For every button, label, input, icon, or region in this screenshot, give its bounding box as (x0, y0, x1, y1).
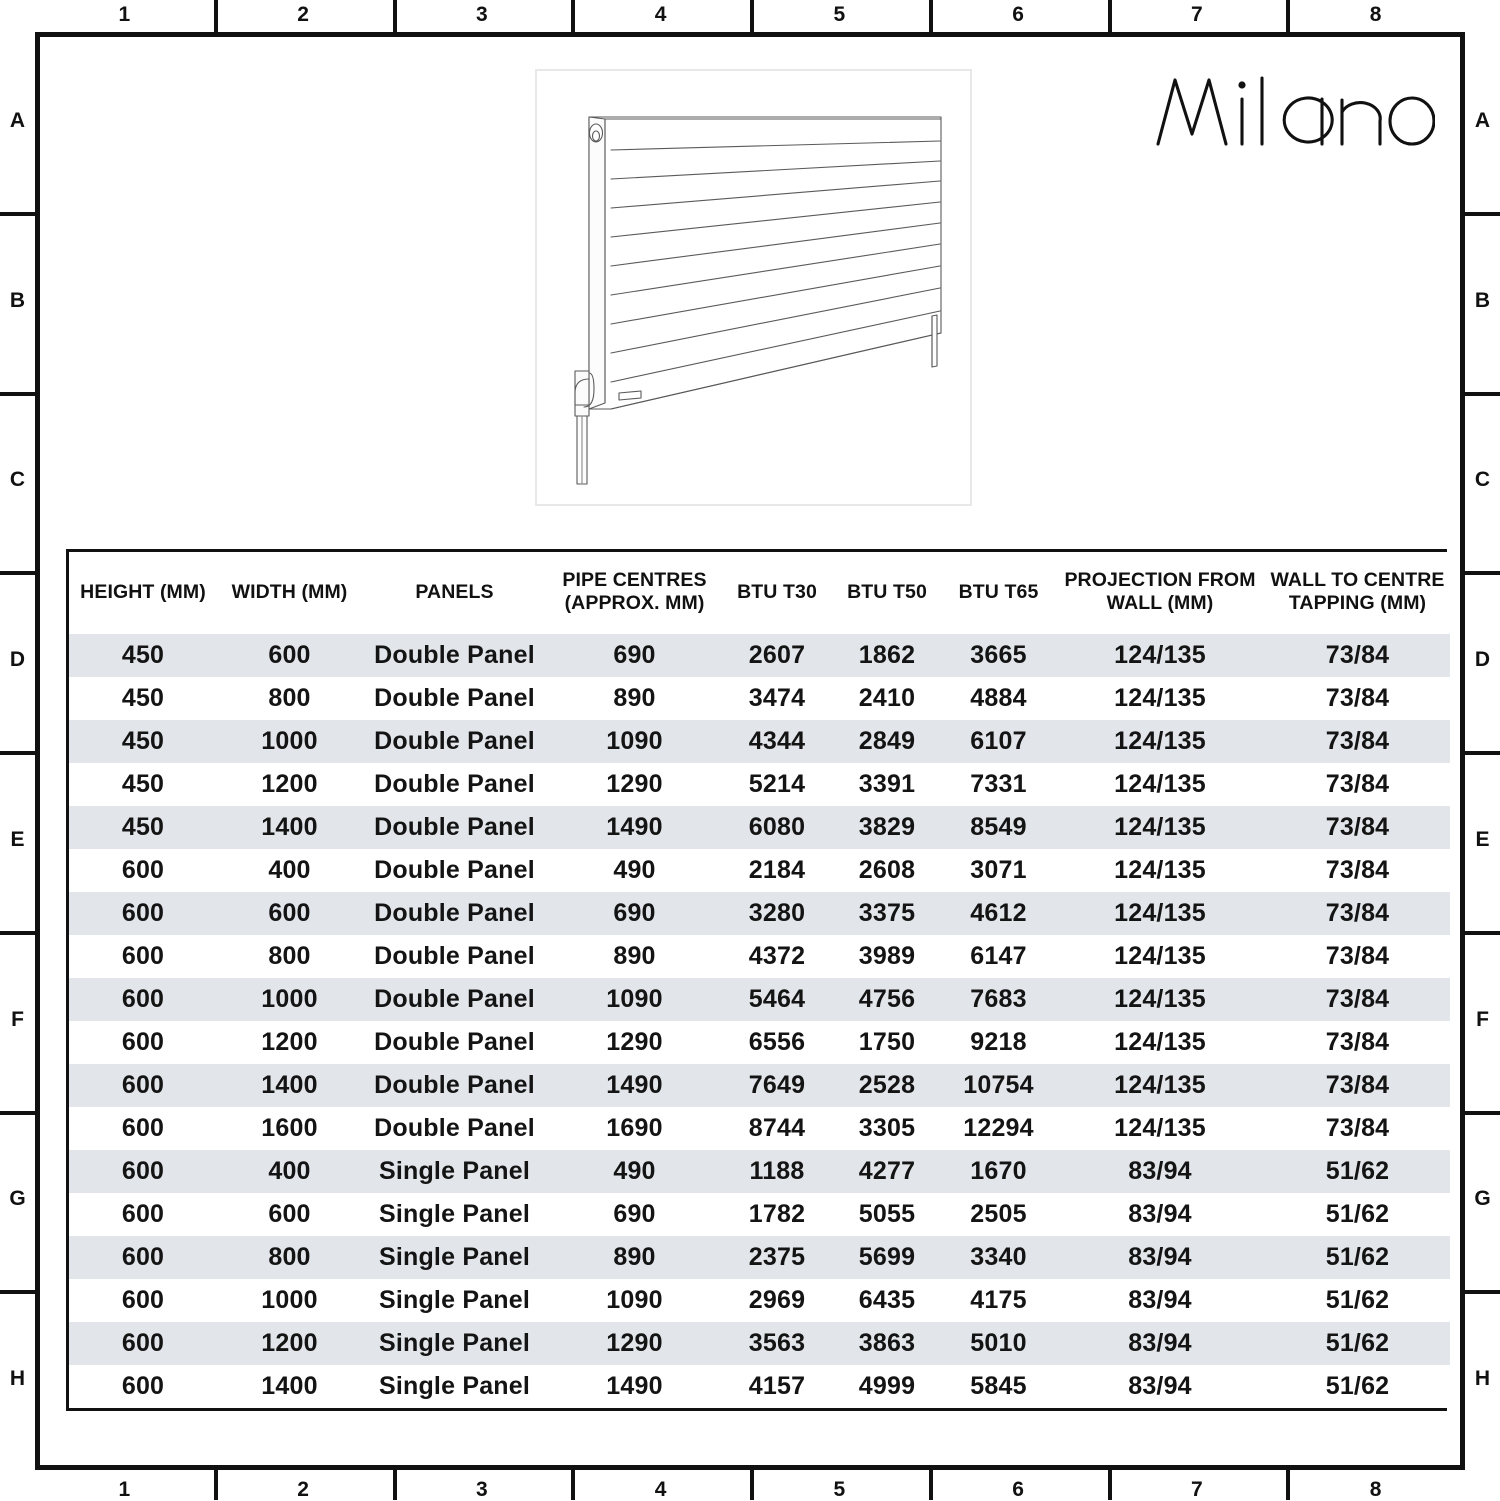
table-row (69, 763, 1450, 806)
ruler-left-tick-7 (0, 1290, 35, 1294)
table-cell: 3071 (942, 849, 1055, 892)
table-cell: 4277 (832, 1150, 942, 1193)
table-cell: Single Panel (362, 1150, 547, 1193)
table-cell: 51/62 (1265, 1365, 1450, 1408)
table-column-header-line: HEIGHT (MM) (80, 580, 206, 603)
table-column-header-line: BTU T50 (847, 580, 927, 603)
ruler-right-marker-F: F (1476, 1007, 1489, 1031)
table-cell: 2849 (832, 720, 942, 763)
ruler-top-marker-4: 4 (654, 3, 667, 26)
ruler-right-tick-7 (1465, 1290, 1500, 1294)
ruler-top-marker-7: 7 (1191, 3, 1203, 26)
milano-logo (1150, 66, 1435, 171)
table-cell: 4372 (722, 935, 832, 978)
table-cell: 490 (547, 1150, 722, 1193)
table-cell: 73/84 (1265, 849, 1450, 892)
table-column-header-6 (942, 552, 1055, 634)
ruler-top-tick-7 (1286, 0, 1290, 32)
specification-table (66, 549, 1447, 1411)
table-cell: 600 (69, 1279, 217, 1322)
table-cell: 5214 (722, 763, 832, 806)
ruler-top-tick-5 (929, 0, 933, 32)
ruler-bottom-tick-6 (1108, 1470, 1112, 1500)
table-cell: 73/84 (1265, 720, 1450, 763)
ruler-left-tick-2 (0, 392, 35, 396)
table-cell: 450 (69, 634, 217, 677)
ruler-right-tick-4 (1465, 751, 1500, 755)
ruler-left-marker-C: C (9, 468, 26, 492)
ruler-top-tick-1 (214, 0, 218, 32)
table-cell: 51/62 (1265, 1150, 1450, 1193)
ruler-bottom-tick-1 (214, 1470, 218, 1500)
table-cell: 2505 (942, 1193, 1055, 1236)
table-cell: Double Panel (362, 634, 547, 677)
ruler-top-tick-4 (750, 0, 754, 32)
table-cell: 5055 (832, 1193, 942, 1236)
table-column-header-8 (1265, 552, 1450, 634)
table-cell: 450 (69, 677, 217, 720)
table-cell: 4157 (722, 1365, 832, 1408)
table-cell: 12294 (942, 1107, 1055, 1150)
table-cell: 124/135 (1055, 892, 1265, 935)
table-cell: 400 (217, 849, 362, 892)
table-column-header-3 (547, 552, 722, 634)
table-cell: 3474 (722, 677, 832, 720)
ruler-right-tick-6 (1465, 1111, 1500, 1115)
table-cell: 600 (69, 1236, 217, 1279)
table-cell: 7331 (942, 763, 1055, 806)
table-cell: 1200 (217, 1322, 362, 1365)
table-cell: 73/84 (1265, 935, 1450, 978)
ruler-right-tick-1 (1465, 212, 1500, 216)
table-cell: Double Panel (362, 935, 547, 978)
ruler-bottom-tick-2 (393, 1470, 397, 1500)
ruler-right-marker-E: E (1475, 827, 1490, 851)
table-cell: 1400 (217, 806, 362, 849)
table-cell: 51/62 (1265, 1236, 1450, 1279)
table-cell: 600 (69, 1322, 217, 1365)
table-cell: Double Panel (362, 978, 547, 1021)
ruler-right-tick-2 (1465, 392, 1500, 396)
table-column-header-line: BTU T65 (958, 580, 1039, 603)
table-cell: 690 (547, 1193, 722, 1236)
table-cell: 450 (69, 806, 217, 849)
ruler-left-marker-H: H (9, 1367, 26, 1391)
table-cell: 2528 (832, 1064, 942, 1107)
table-column-header-line: TAPPING (MM) (1288, 592, 1427, 614)
table-cell: Double Panel (362, 806, 547, 849)
ruler-bottom-tick-5 (929, 1470, 933, 1500)
table-cell: 800 (217, 677, 362, 720)
ruler-top-marker-2: 2 (297, 3, 309, 26)
table-cell: 1090 (547, 720, 722, 763)
table-column-header-line: PROJECTION FROM (1064, 569, 1256, 591)
ruler-top-tick-3 (571, 0, 575, 32)
table-cell: 1200 (217, 1021, 362, 1064)
ruler-left-tick-6 (0, 1111, 35, 1115)
table-cell: 600 (69, 849, 217, 892)
table-cell: Single Panel (362, 1322, 547, 1365)
ruler-bottom-marker-1: 1 (118, 1478, 131, 1501)
ruler-bottom-marker-3: 3 (476, 1478, 488, 1501)
ruler-bottom-tick-3 (571, 1470, 575, 1500)
table-header-row (69, 552, 1450, 634)
table-cell: 2410 (832, 677, 942, 720)
table-cell: 6556 (722, 1021, 832, 1064)
table-cell: 124/135 (1055, 634, 1265, 677)
table-cell: 1490 (547, 1365, 722, 1408)
table-cell: 600 (69, 978, 217, 1021)
table-column-header-line: BTU T30 (737, 580, 817, 603)
table-cell: Double Panel (362, 763, 547, 806)
table-cell: 124/135 (1055, 849, 1265, 892)
table-cell: 3863 (832, 1322, 942, 1365)
table-row (69, 720, 1450, 763)
table-row (69, 1365, 1450, 1408)
table-cell: 6435 (832, 1279, 942, 1322)
ruler-left-tick-1 (0, 212, 35, 216)
table-cell: 1200 (217, 763, 362, 806)
table-cell: 51/62 (1265, 1193, 1450, 1236)
table-cell: 4756 (832, 978, 942, 1021)
table-cell: Single Panel (362, 1193, 547, 1236)
table-cell: 124/135 (1055, 978, 1265, 1021)
table-cell: 3665 (942, 634, 1055, 677)
table-column-header-line: PANELS (415, 580, 494, 603)
table-cell: 1670 (942, 1150, 1055, 1193)
ruler-top-marker-6: 6 (1012, 3, 1024, 26)
table-column-header-line: WIDTH (MM) (231, 580, 348, 603)
table-cell: 4999 (832, 1365, 942, 1408)
table-cell: 83/94 (1055, 1322, 1265, 1365)
ruler-bottom-marker-4: 4 (654, 1478, 667, 1501)
table-cell: 690 (547, 634, 722, 677)
table-cell: 124/135 (1055, 1021, 1265, 1064)
table-cell: 124/135 (1055, 935, 1265, 978)
ruler-top-marker-3: 3 (476, 3, 488, 26)
table-column-header-2 (362, 552, 547, 634)
ruler-left-marker-D: D (9, 648, 26, 672)
table-row (69, 634, 1450, 677)
ruler-left-marker-B: B (9, 288, 26, 312)
table-cell: 9218 (942, 1021, 1055, 1064)
ruler-left-tick-3 (0, 571, 35, 575)
ruler-left-tick-4 (0, 751, 35, 755)
table-row (69, 1236, 1450, 1279)
table-cell: 73/84 (1265, 806, 1450, 849)
table-cell: 600 (69, 935, 217, 978)
ruler-bottom-marker-2: 2 (297, 1478, 309, 1501)
table-column-header-line: PIPE CENTRES (562, 569, 707, 591)
ruler-right-tick-3 (1465, 571, 1500, 575)
ruler-right-marker-A: A (1474, 108, 1491, 132)
table-row (69, 1279, 1450, 1322)
table-column-header-1 (217, 552, 362, 634)
table-cell: 73/84 (1265, 634, 1450, 677)
table-cell: 51/62 (1265, 1322, 1450, 1365)
ruler-right-tick-5 (1465, 931, 1500, 935)
table-row (69, 978, 1450, 1021)
table-cell: 124/135 (1055, 1064, 1265, 1107)
table-column-header-4 (722, 552, 832, 634)
table-cell: 124/135 (1055, 1107, 1265, 1150)
table-cell: 890 (547, 935, 722, 978)
table-header (69, 552, 1450, 634)
table-cell: 3989 (832, 935, 942, 978)
table-cell: 3829 (832, 806, 942, 849)
ruler-left-marker-G: G (9, 1187, 26, 1211)
table-cell: 7683 (942, 978, 1055, 1021)
table-cell: 4884 (942, 677, 1055, 720)
table-column-header-5 (832, 552, 942, 634)
table-cell: 83/94 (1055, 1236, 1265, 1279)
table-row (69, 677, 1450, 720)
table-cell: 1188 (722, 1150, 832, 1193)
table-cell: Double Panel (362, 1021, 547, 1064)
table-cell: 6147 (942, 935, 1055, 978)
table-cell: Double Panel (362, 849, 547, 892)
table-cell: 600 (69, 1193, 217, 1236)
ruler-top-marker-5: 5 (833, 3, 846, 26)
table-cell: 1862 (832, 634, 942, 677)
table-cell: 3391 (832, 763, 942, 806)
table-cell: Single Panel (362, 1279, 547, 1322)
table-cell: 1400 (217, 1064, 362, 1107)
table-cell: 2608 (832, 849, 942, 892)
table-row (69, 1193, 1450, 1236)
ruler-left-tick-5 (0, 931, 35, 935)
table-row (69, 849, 1450, 892)
ruler-right-marker-B: B (1474, 288, 1491, 312)
table-cell: 450 (69, 720, 217, 763)
table-cell: 1290 (547, 763, 722, 806)
table-cell: 1490 (547, 806, 722, 849)
table-cell: 1090 (547, 978, 722, 1021)
table-body (69, 634, 1450, 1408)
table-column-header-7 (1055, 552, 1265, 634)
table-cell: 600 (69, 1064, 217, 1107)
table-cell: 450 (69, 763, 217, 806)
ruler-bottom-marker-8: 8 (1369, 1478, 1382, 1501)
table-cell: 73/84 (1265, 763, 1450, 806)
table-cell: 600 (69, 1021, 217, 1064)
table-cell: 890 (547, 1236, 722, 1279)
ruler-right-marker-H: H (1474, 1367, 1491, 1391)
ruler-top-marker-8: 8 (1369, 3, 1382, 26)
ruler-bottom-marker-6: 6 (1012, 1478, 1024, 1501)
table-cell: 3563 (722, 1322, 832, 1365)
table-cell: 3305 (832, 1107, 942, 1150)
table-cell: 5845 (942, 1365, 1055, 1408)
table-cell: 1290 (547, 1322, 722, 1365)
table-cell: 83/94 (1055, 1279, 1265, 1322)
table-row (69, 1150, 1450, 1193)
table-cell: Double Panel (362, 1107, 547, 1150)
table-cell: 490 (547, 849, 722, 892)
table-cell: 1490 (547, 1064, 722, 1107)
table-cell: 1290 (547, 1021, 722, 1064)
table-cell: 1690 (547, 1107, 722, 1150)
table-cell: 5010 (942, 1322, 1055, 1365)
table-cell: 3375 (832, 892, 942, 935)
table-column-header-line: WALL TO CENTRE (1270, 569, 1445, 591)
table-cell: 73/84 (1265, 1021, 1450, 1064)
table-cell: Single Panel (362, 1365, 547, 1408)
ruler-bottom-marker-5: 5 (833, 1478, 846, 1501)
table-cell: 73/84 (1265, 892, 1450, 935)
table-cell: 6107 (942, 720, 1055, 763)
table-cell: 7649 (722, 1064, 832, 1107)
table-cell: 800 (217, 1236, 362, 1279)
table-column-header-line: (APPROX. MM) (564, 592, 705, 614)
ruler-top-marker-1: 1 (118, 3, 131, 26)
ruler-left-marker-F: F (11, 1007, 24, 1031)
table-cell: 1750 (832, 1021, 942, 1064)
table-cell: 124/135 (1055, 763, 1265, 806)
table-cell: 1600 (217, 1107, 362, 1150)
table-cell: 2607 (722, 634, 832, 677)
table-cell: 890 (547, 677, 722, 720)
table-cell: 73/84 (1265, 978, 1450, 1021)
table-cell: 600 (69, 1107, 217, 1150)
ruler-left-marker-E: E (10, 827, 25, 851)
table-cell: 83/94 (1055, 1150, 1265, 1193)
table-cell: 600 (69, 1150, 217, 1193)
table-row (69, 892, 1450, 935)
table-cell: 1000 (217, 978, 362, 1021)
table-row (69, 1107, 1450, 1150)
table-cell: 1000 (217, 1279, 362, 1322)
radiator-drawing (535, 69, 972, 506)
ruler-bottom-tick-7 (1286, 1470, 1290, 1500)
table-cell: 2969 (722, 1279, 832, 1322)
table-cell: 3340 (942, 1236, 1055, 1279)
table-row (69, 806, 1450, 849)
ruler-right-marker-D: D (1474, 648, 1491, 672)
table-cell: 83/94 (1055, 1193, 1265, 1236)
table-cell: 800 (217, 935, 362, 978)
table-cell: 83/94 (1055, 1365, 1265, 1408)
table-cell: 5464 (722, 978, 832, 1021)
table-row (69, 935, 1450, 978)
table-column-header-line: WALL (MM) (1106, 592, 1214, 614)
table-cell: 73/84 (1265, 677, 1450, 720)
table-cell: 51/62 (1265, 1279, 1450, 1322)
table-cell: 400 (217, 1150, 362, 1193)
table-cell: 124/135 (1055, 806, 1265, 849)
table-cell: 4612 (942, 892, 1055, 935)
table-cell: 600 (217, 634, 362, 677)
ruler-top-tick-2 (393, 0, 397, 32)
table-cell: Single Panel (362, 1236, 547, 1279)
table-cell: 8549 (942, 806, 1055, 849)
table-cell: 1090 (547, 1279, 722, 1322)
table-cell: Double Panel (362, 677, 547, 720)
table-column-header-0 (69, 552, 217, 634)
ruler-right-marker-C: C (1474, 468, 1491, 492)
table-cell: 3280 (722, 892, 832, 935)
ruler-left-marker-A: A (9, 108, 26, 132)
table-cell: 4175 (942, 1279, 1055, 1322)
table-cell: 690 (547, 892, 722, 935)
ruler-top-tick-6 (1108, 0, 1112, 32)
table-cell: 10754 (942, 1064, 1055, 1107)
table-cell: 2184 (722, 849, 832, 892)
table-cell: 1400 (217, 1365, 362, 1408)
table-cell: 600 (217, 1193, 362, 1236)
table-cell: 8744 (722, 1107, 832, 1150)
table-cell: 73/84 (1265, 1107, 1450, 1150)
table-cell: 6080 (722, 806, 832, 849)
table-cell: Double Panel (362, 720, 547, 763)
table-row (69, 1064, 1450, 1107)
table-cell: Double Panel (362, 1064, 547, 1107)
table-cell: 124/135 (1055, 720, 1265, 763)
table-cell: Double Panel (362, 892, 547, 935)
table-cell: 4344 (722, 720, 832, 763)
table-cell: 1782 (722, 1193, 832, 1236)
table-cell: 1000 (217, 720, 362, 763)
table-cell: 73/84 (1265, 1064, 1450, 1107)
table-row (69, 1021, 1450, 1064)
table-cell: 2375 (722, 1236, 832, 1279)
table-cell: 600 (217, 892, 362, 935)
table-cell: 5699 (832, 1236, 942, 1279)
ruler-bottom-tick-4 (750, 1470, 754, 1500)
table-row (69, 1322, 1450, 1365)
table-cell: 124/135 (1055, 677, 1265, 720)
ruler-bottom-marker-7: 7 (1191, 1478, 1203, 1501)
table-cell: 600 (69, 892, 217, 935)
ruler-right-marker-G: G (1474, 1187, 1491, 1211)
table-cell: 600 (69, 1365, 217, 1408)
